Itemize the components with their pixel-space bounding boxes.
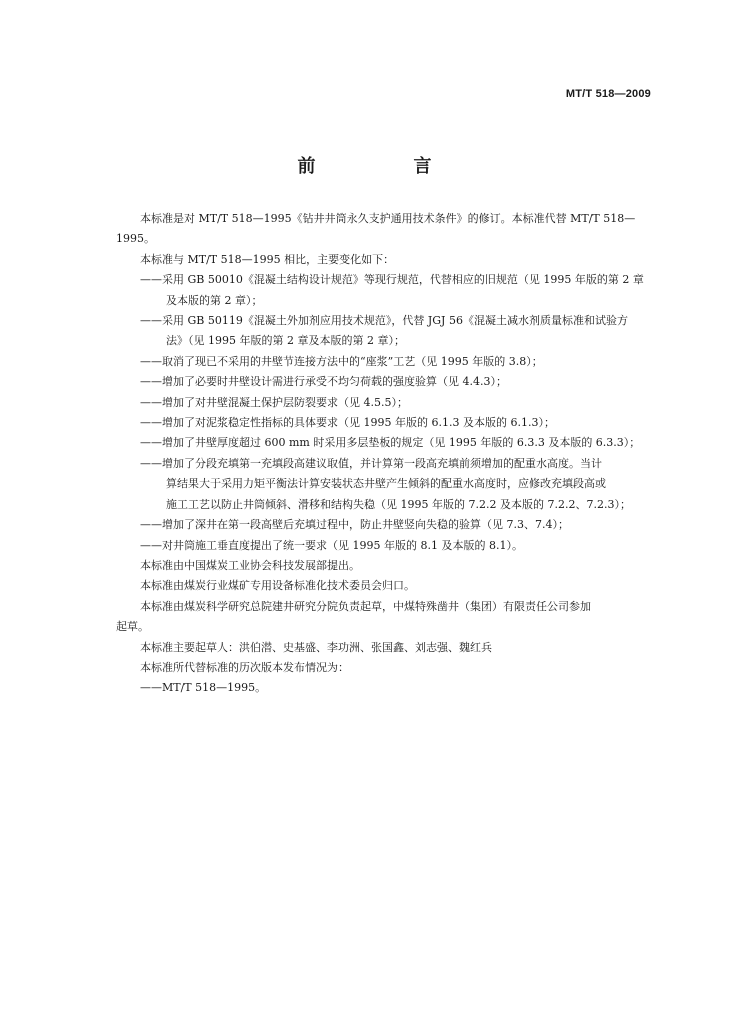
change-item-2-line2: 法》（见 1995 年版的第 2 章及本版的第 2 章）； [166,334,405,348]
change-item-9: ——增加了深井在第一段高壁后充填过程中，防止井壁竖向失稳的验算（见 7.3、7.4）； [140,518,569,532]
change-item-8-line3: 施工工艺以防止井筒倾斜、滑移和结构失稳（见 1995 年版的 7.2.2 及本版的 7.2.2、7.2.3）； [166,497,631,511]
change-item-5: ——增加了对井壁混凝土保护层防裂要求（见 4.5.5）； [140,395,408,409]
change-item-2-line1: ——采用 GB 50119《混凝土外加剂应用技术规范》，代替 JGJ 56《混凝土减水剂质量标准和试验方 [140,314,628,328]
paragraph-proposer: 本标准由中国煤炭工业协会科技发展部提出。 [140,558,360,572]
change-item-1-line2: 及本版的第 2 章）； [166,293,263,307]
change-item-8-line1: ——增加了分段充填第一充填段高建议取值，并计算第一段高充填前须增加的配重水高度。当计 [140,456,602,470]
paragraph-history-item: ——MT/T 518—1995。 [140,681,267,695]
page-title: 前 言 [297,156,472,177]
paragraph-changes-intro: 本标准与 MT/T 518—1995 相比，主要变化如下： [140,252,395,266]
paragraph-drafter-org-line2: 起草。 [116,620,149,634]
change-item-6: ——增加了对泥浆稳定性指标的具体要求（见 1995 年版的 6.1.3 及本版的 6.1.3）； [140,416,555,430]
paragraph-history-intro: 本标准所代替标准的历次版本发布情况为： [140,660,349,674]
change-item-7: ——增加了井壁厚度超过 600 mm 时采用多层垫板的规定（见 1995 年版的 6.3.3 及本版的 6.3.3）； [140,436,641,450]
change-item-3: ——取消了现已不采用的井壁节连接方法中的“座浆”工艺（见 1995 年版的 3.8）； [140,354,543,368]
paragraph-intro-line2: 1995。 [116,232,155,246]
standard-code: MT/T 518—2009 [565,88,651,100]
paragraph-drafters: 本标准主要起草人：洪伯潜、史基盛、李功洲、张国鑫、刘志强、魏红兵 [140,640,492,654]
change-item-1-line1: ——采用 GB 50010《混凝土结构设计规范》等现行规范，代替相应的旧规范（见 1995 年版的第 2 章 [140,273,644,287]
paragraph-centralized: 本标准由煤炭行业煤矿专用设备标准化技术委员会归口。 [140,579,415,593]
change-item-8-line2: 算结果大于采用力矩平衡法计算安装状态井壁产生倾斜的配重水高度时，应修改充填段高或 [166,477,606,491]
paragraph-intro-line1: 本标准是对 MT/T 518—1995《钻井井筒永久支护通用技术条件》的修订。本标准代替 MT/T 518— [140,212,636,225]
change-item-10: ——对井筒施工垂直度提出了统一要求（见 1995 年版的 8.1 及本版的 8.1）。 [140,538,523,552]
change-item-4: ——增加了必要时井壁设计需进行承受不均匀荷载的强度验算（见 4.4.3）； [140,375,507,389]
paragraph-drafter-org-line1: 本标准由煤炭科学研究总院建井研究分院负责起草，中煤特殊凿井（集团）有限责任公司参加 [140,599,591,613]
document-body [116,209,656,699]
